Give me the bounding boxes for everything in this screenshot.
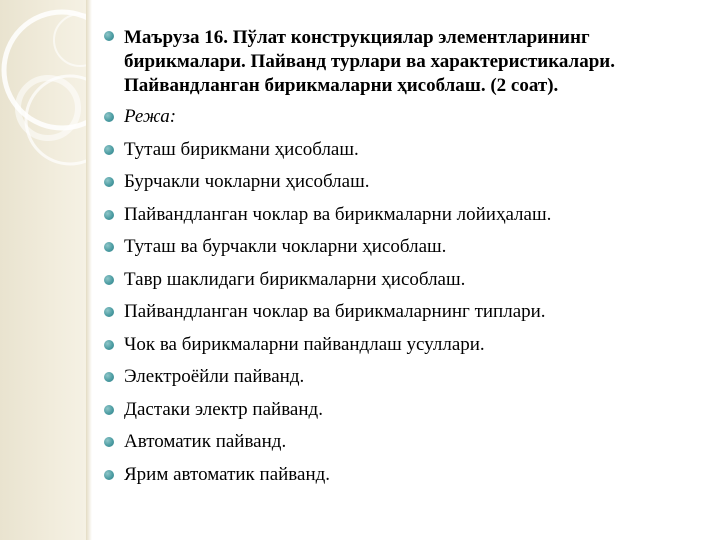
list-item bbox=[104, 269, 704, 291]
list-item bbox=[104, 301, 704, 323]
slide-title: Маъруза 16. Пўлат конструкциялар элементларининг бирикмалари. Пайванд турлари ва характеристикалари. Пайвандланган бирикмаларни ҳисоблаш. (2 соат). bbox=[124, 27, 615, 96]
bullet-icon bbox=[104, 31, 114, 41]
bullet-icon bbox=[104, 470, 114, 480]
bullet-icon bbox=[104, 177, 114, 187]
bullet-icon bbox=[104, 145, 114, 155]
list-item bbox=[104, 236, 704, 258]
bullet-icon bbox=[104, 340, 114, 350]
plan-label-item bbox=[104, 106, 704, 128]
bullet-icon bbox=[104, 372, 114, 382]
bullet-list bbox=[104, 26, 704, 486]
bullet-icon bbox=[104, 242, 114, 252]
list-item-text: Дастаки электр пайванд. bbox=[124, 398, 323, 420]
list-item bbox=[104, 334, 704, 356]
list-item bbox=[104, 399, 704, 421]
list-item-text: Ярим автоматик пайванд. bbox=[124, 463, 331, 485]
decorative-circles-graphic bbox=[0, 0, 86, 540]
list-item-text: Туташ ва бурчакли чокларни ҳисоблаш. bbox=[124, 236, 447, 257]
slide-title-item bbox=[104, 26, 704, 98]
list-item bbox=[104, 366, 704, 388]
slide-content bbox=[104, 26, 704, 496]
bullet-icon bbox=[104, 405, 114, 415]
list-item bbox=[104, 139, 704, 161]
plan-label: Режа: bbox=[124, 106, 177, 127]
list-item-text: Чок ва бирикмаларни пайвандлаш усуллари. bbox=[124, 333, 485, 355]
list-item bbox=[104, 464, 704, 486]
decorative-side-panel bbox=[0, 0, 86, 540]
list-item-text: Автоматик пайванд. bbox=[124, 431, 287, 452]
bullet-icon bbox=[104, 437, 114, 447]
list-item-text: Туташ бирикмани ҳисоблаш. bbox=[124, 138, 359, 160]
bullet-icon bbox=[104, 112, 114, 122]
list-item-text: Пайвандланган чоклар ва бирикмаларнинг типлари. bbox=[124, 301, 546, 322]
bullet-icon bbox=[104, 210, 114, 220]
list-item-text: Пайвандланган чоклар ва бирикмаларни лойиҳалаш. bbox=[124, 203, 552, 225]
bullet-icon bbox=[104, 275, 114, 285]
list-item bbox=[104, 431, 704, 453]
side-panel-edge bbox=[86, 0, 92, 540]
list-item-text: Бурчакли чокларни ҳисоблаш. bbox=[124, 171, 370, 192]
bullet-icon bbox=[104, 307, 114, 317]
list-item-text: Электроёйли пайванд. bbox=[124, 366, 305, 387]
list-item bbox=[104, 204, 704, 226]
list-item bbox=[104, 171, 704, 193]
list-item-text: Тавр шаклидаги бирикмаларни ҳисоблаш. bbox=[124, 268, 466, 290]
